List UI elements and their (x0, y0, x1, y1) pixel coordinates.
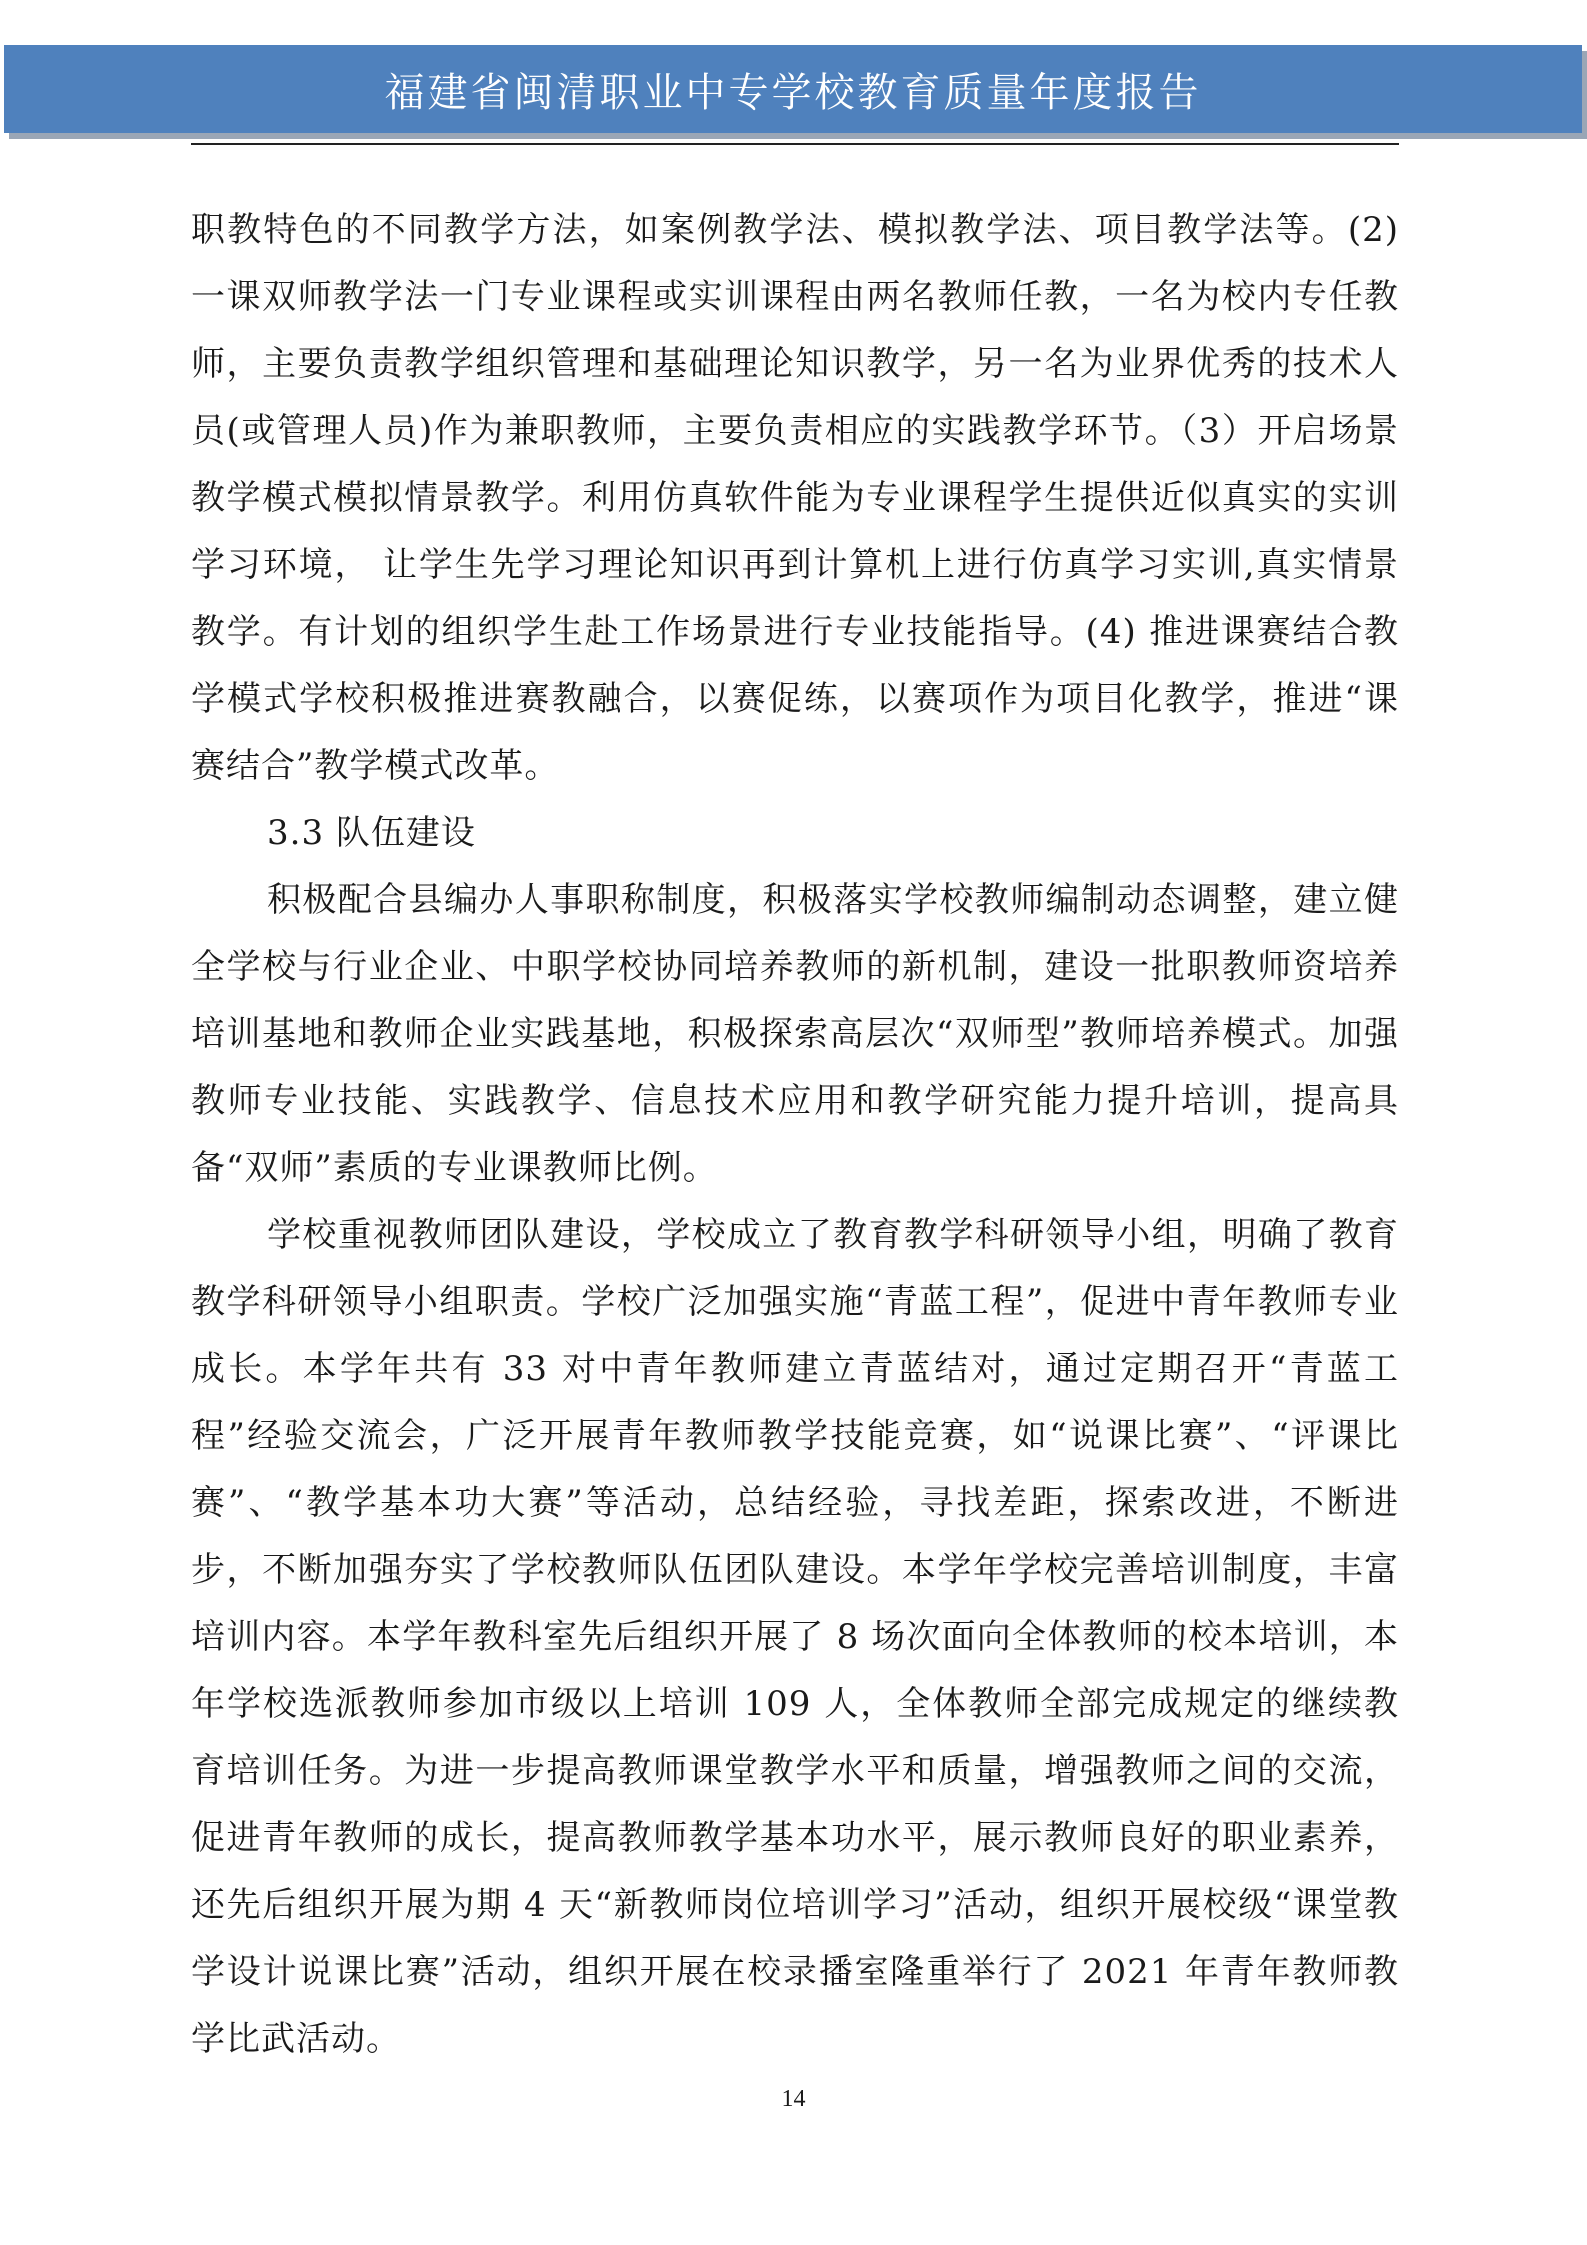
page-number: 14 (781, 2086, 806, 2112)
header-divider (191, 143, 1399, 145)
report-title: 福建省闽清职业中专学校教育质量年度报告 (384, 69, 1202, 116)
report-header-banner (4, 45, 1582, 133)
paragraph-teaching-methods: 职教特色的不同教学方法，如案例教学法、模拟教学法、项目教学法等。(2) 一课双师教学法一门专业课程或实训课程由两名教师任教，一名为校内专任教师，主要负责教学组织管理和基础理论知识教学，另一名为业界优秀的技术人员(或管理人员)作为兼职教师，主要负责相应的实践教学环节。（3）开启场景教学模式模拟情景教学。利用仿真软件能为专业课程学生提供近似真实的实训学习环境， 让学生先学习理论知识再到计算机上进行仿真学习实训,真实情景教学。有计划的组织学生赴工作场景进行专业技能指导。(4) 推进课赛结合教学模式学校积极推进赛教融合，以赛促练，以赛项作为项目化教学，推进“课赛结合”教学模式改革。 (191, 210, 1399, 786)
paragraph-teacher-team-building: 学校重视教师团队建设，学校成立了教育教学科研领导小组，明确了教育教学科研领导小组职责。学校广泛加强实施“青蓝工程”，促进中青年教师专业成长。本学年共有 33 对中青年教师建立青蓝结对，通过定期召开“青蓝工程”经验交流会，广泛开展青年教师教学技能竞赛，如“说课比赛”、“评课比赛”、“教学基本功大赛”等活动，总结经验，寻找差距，探索改进，不断进步，不断加强夯实了学校教师队伍团队建设。本学年学校完善培训制度，丰富培训内容。本学年教科室先后组织开展了 8 场次面向全体教师的校本培训，本年学校选派教师参加市级以上培训 109 人，全体教师全部完成规定的继续教育培训任务。为进一步提高教师课堂教学水平和质量，增强教师之间的交流，促进青年教师的成长，提高教师教学基本功水平，展示教师良好的职业素养，还先后组织开展为期 4 天“新教师岗位培训学习”活动，组织开展校级“课堂教学设计说课比赛”活动，组织开展在校录播室隆重举行了 2021 年青年教师教学比武活动。 (191, 1215, 1399, 2059)
page-body (191, 197, 1399, 2073)
section-heading-team-building: 3.3 队伍建设 (267, 813, 476, 853)
paragraph-teacher-training-mechanism: 积极配合县编办人事职称制度，积极落实学校教师编制动态调整，建立健全学校与行业企业、中职学校协同培养教师的新机制，建设一批职教师资培养培训基地和教师企业实践基地，积极探索高层次“双师型”教师培养模式。加强教师专业技能、实践教学、信息技术应用和教学研究能力提升培训，提高具备“双师”素质的专业课教师比例。 (191, 880, 1399, 1188)
